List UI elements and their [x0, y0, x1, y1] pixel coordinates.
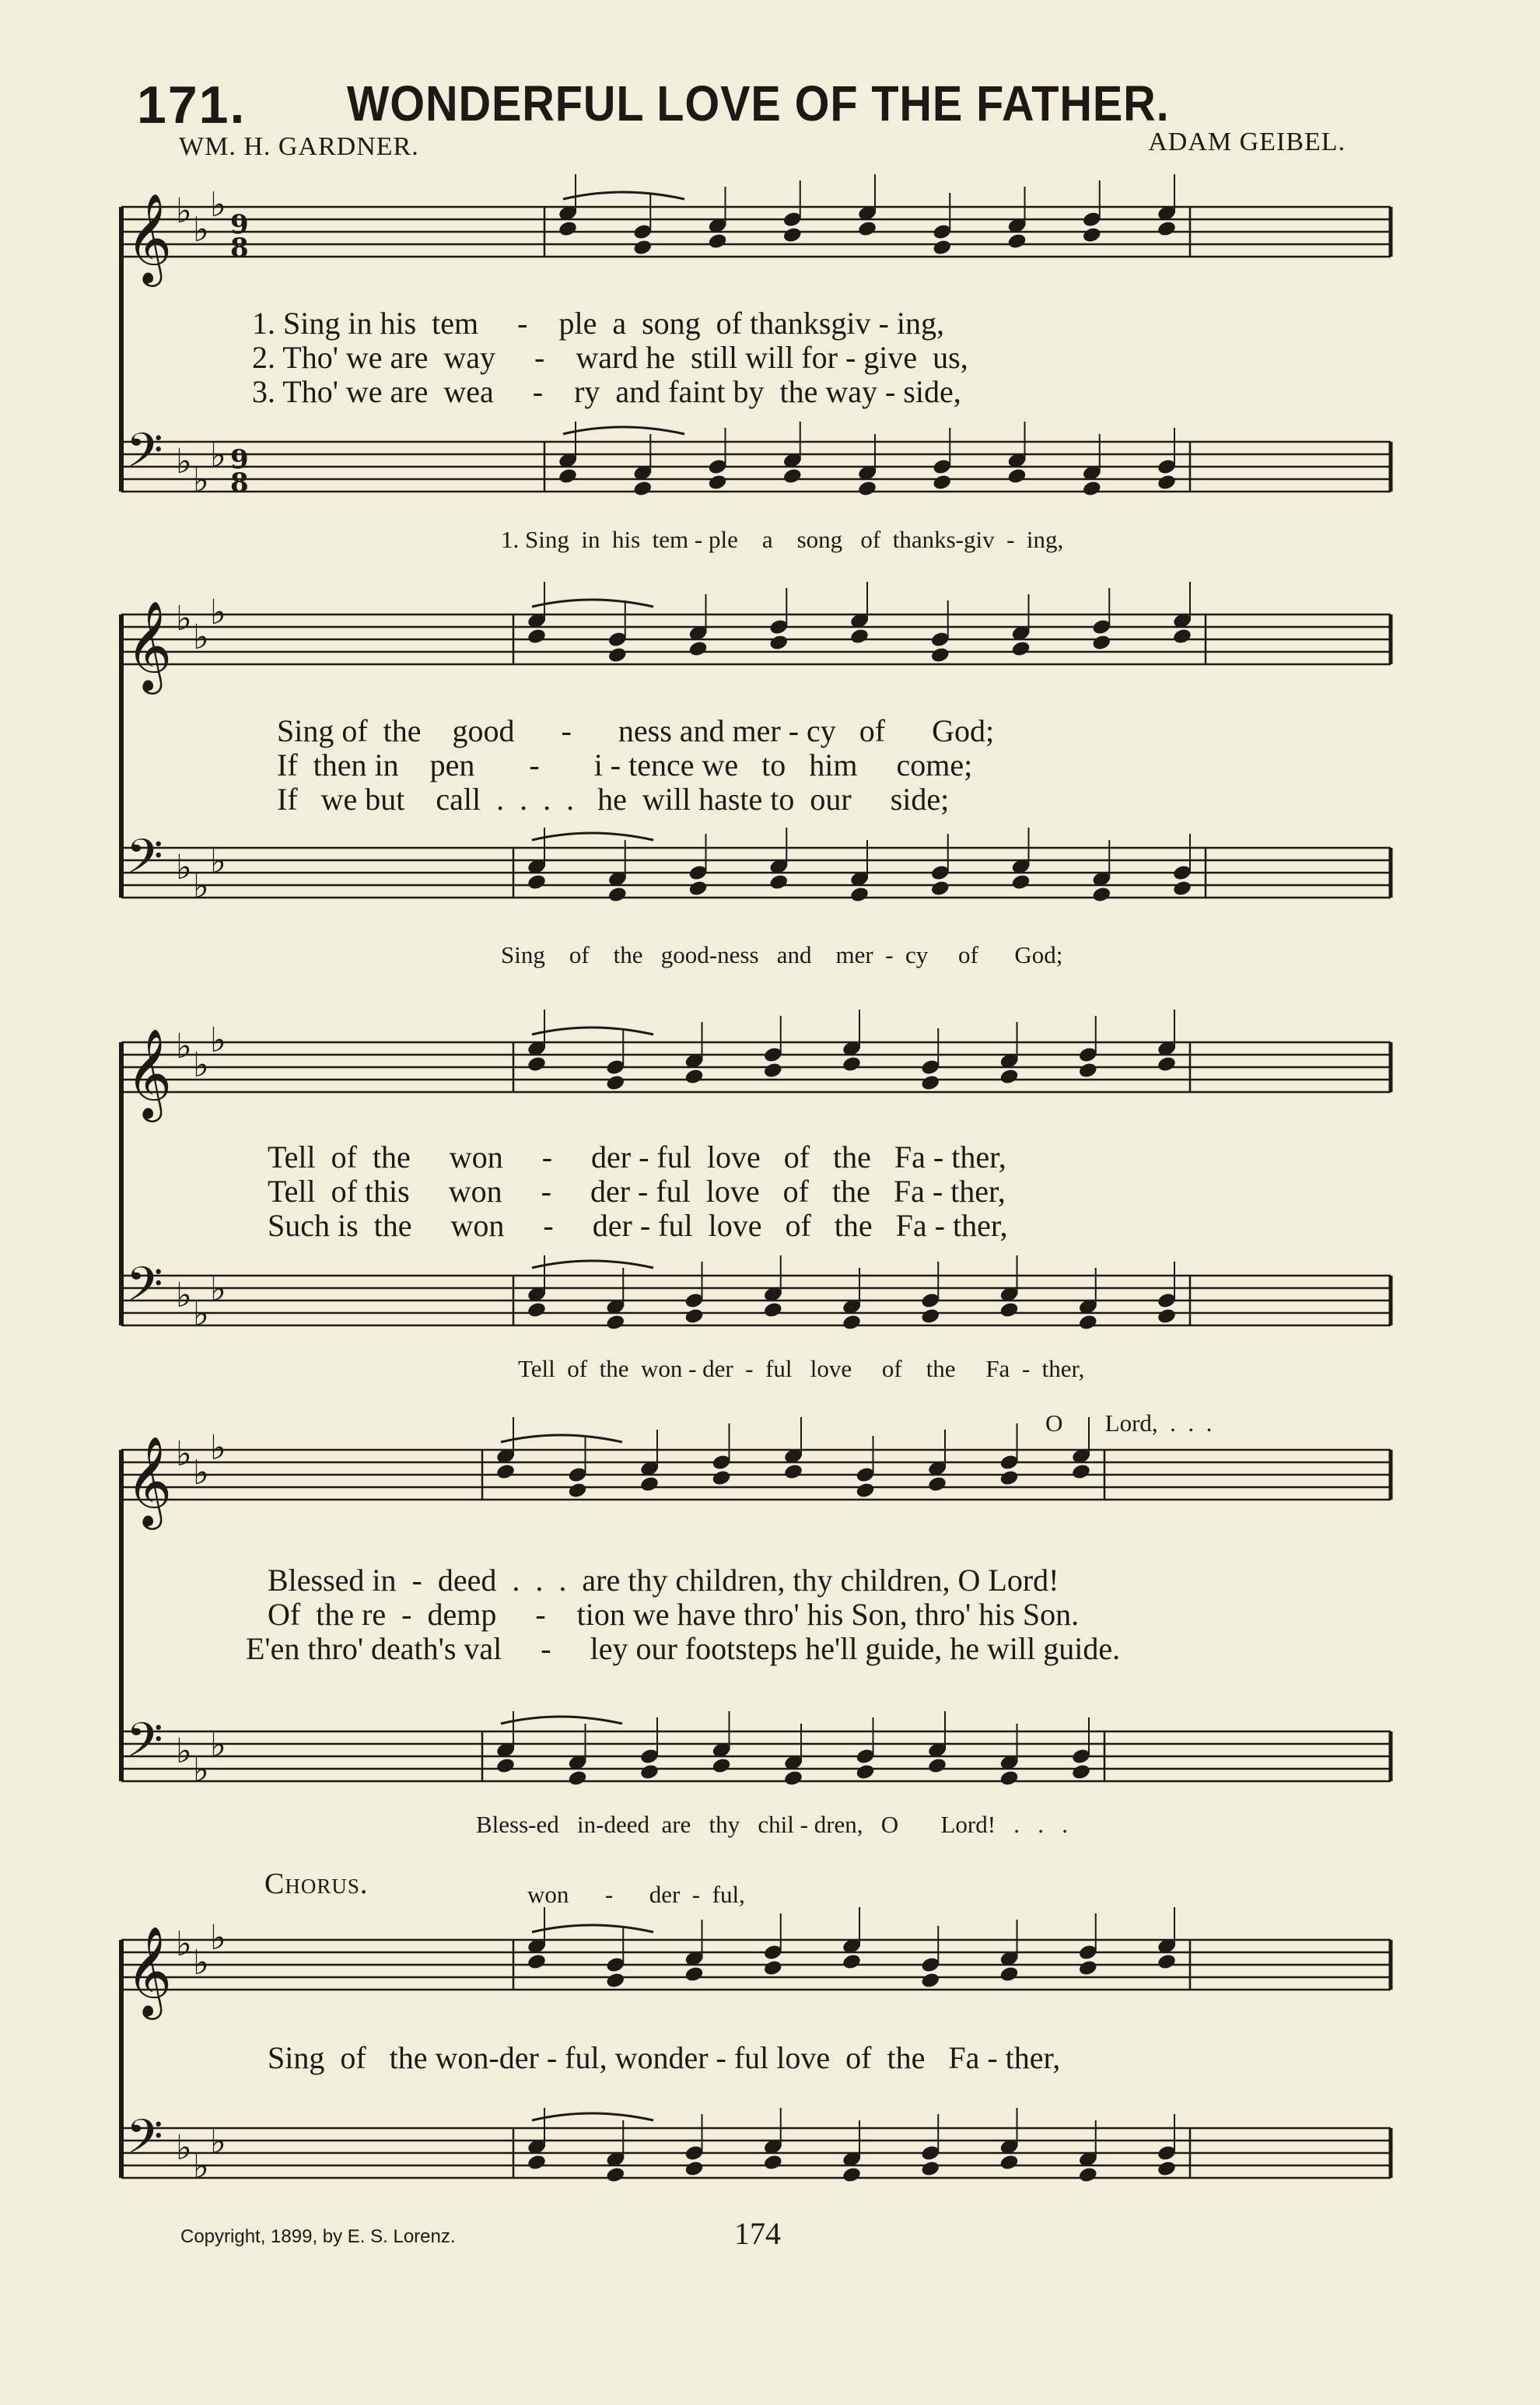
tie-arc	[563, 427, 684, 434]
note-head	[849, 886, 870, 904]
flat-sign-icon: ♭	[210, 1269, 226, 1309]
note-head	[1172, 628, 1192, 646]
note-head	[763, 1062, 783, 1080]
note-head	[857, 480, 877, 498]
tie-arc	[532, 2113, 653, 2120]
flat-sign-icon: ♭	[176, 1027, 192, 1066]
flat-sign-icon: ♭	[176, 848, 192, 887]
note-head	[688, 880, 708, 898]
flat-sign-icon: ♭	[176, 1434, 192, 1474]
note-head	[605, 1314, 625, 1332]
note-head	[920, 1972, 940, 1990]
note-head	[855, 1763, 875, 1781]
note-head	[999, 1301, 1019, 1319]
flat-sign-icon: ♭	[193, 2147, 209, 2186]
flat-sign-icon: ♭	[210, 1020, 226, 1060]
flat-sign-icon: ♭	[193, 1750, 209, 1790]
note-head	[684, 1966, 704, 1983]
note-head	[857, 220, 877, 238]
system-1-verse-2: 2. Tho' we are way - ward he still will for - give us,	[252, 340, 968, 375]
chorus-label: Chorus.	[264, 1868, 369, 1900]
hymn-number: 171.	[137, 75, 247, 135]
note-head	[932, 474, 952, 492]
hymn-title: WONDERFUL LOVE OF THE FATHER.	[347, 75, 1170, 131]
system-2-bass-lyrics: Sing of the good-ness and mer - cy of God;	[501, 941, 1063, 968]
flat-sign-icon: ♭	[176, 1731, 192, 1771]
flat-sign-icon: ♭	[193, 1294, 209, 1334]
note-head	[684, 1308, 704, 1325]
note-head	[605, 1074, 625, 1092]
flat-sign-icon: ♭	[193, 210, 209, 250]
note-head	[1157, 1055, 1177, 1073]
flat-sign-icon: ♭	[210, 1918, 226, 1958]
flat-sign-icon: ♭	[210, 436, 226, 475]
note-head	[1091, 634, 1111, 652]
bass-clef-icon: 𝄢	[126, 423, 163, 490]
flat-sign-icon: ♭	[210, 2122, 226, 2162]
system-3-verse-3: Such is the won - der - ful love of the Fa - ther,	[268, 1208, 1008, 1243]
note-head	[999, 1770, 1019, 1787]
note-head	[527, 1301, 547, 1319]
bass-clef-icon: 𝄢	[126, 2109, 163, 2176]
note-head	[711, 1757, 731, 1775]
note-head	[684, 2160, 704, 2178]
note-head	[1078, 1314, 1098, 1332]
bass-clef-icon: 𝄢	[126, 829, 163, 896]
time-signature-top: 9	[230, 209, 249, 240]
flat-sign-icon: ♭	[176, 2128, 192, 2168]
author-credit: WM. H. GARDNER.	[179, 132, 419, 161]
page-number: 174	[734, 2216, 781, 2251]
note-head	[849, 628, 870, 646]
system-4-verse-1: Blessed in - deed . . . are thy children, thy children, O Lord!	[268, 1563, 1059, 1598]
note-head	[527, 2154, 547, 2172]
system-4-verse-2: Of the re - demp - tion we have thro' his Son, thro' his Son.	[268, 1597, 1080, 1632]
tie-arc	[563, 192, 684, 199]
system-2-verse-2: If then in pen - i - tence we to him come;	[277, 747, 973, 782]
note-head	[1082, 226, 1102, 244]
treble-clef-icon: 𝄞	[126, 1435, 173, 1526]
note-head	[607, 646, 628, 664]
note-head	[763, 1301, 783, 1319]
note-head	[639, 1763, 660, 1781]
system-1-verse-3: 3. Tho' we are wea - ry and faint by the way - side,	[252, 374, 961, 409]
note-head	[1091, 886, 1111, 904]
note-head	[711, 1469, 731, 1487]
flat-sign-icon: ♭	[210, 1725, 226, 1765]
note-head	[855, 1482, 875, 1500]
note-head	[632, 239, 653, 257]
note-head	[1082, 480, 1102, 498]
note-head	[1078, 1959, 1098, 1977]
system-3-bass-lyrics: Tell of the won - der - ful love of the Fa - ther,	[518, 1355, 1085, 1382]
time-signature-top: 9	[230, 444, 249, 475]
copyright-notice: Copyright, 1899, by E. S. Lorenz.	[180, 2226, 456, 2247]
time-signature-bottom: 8	[230, 467, 249, 499]
treble-clef-icon: 𝄞	[126, 192, 173, 283]
note-head	[639, 1476, 660, 1493]
system-3-verse-2: Tell of this won - der - ful love of the Fa - ther,	[268, 1174, 1006, 1209]
treble-clef-icon: 𝄞	[126, 1027, 173, 1118]
note-head	[707, 474, 727, 492]
note-head	[527, 1055, 547, 1073]
note-head	[999, 1469, 1019, 1487]
tie-arc	[532, 833, 653, 840]
note-head	[1157, 474, 1177, 492]
note-head	[920, 1074, 940, 1092]
flat-sign-icon: ♭	[176, 191, 192, 231]
note-head	[842, 1055, 862, 1073]
note-head	[1006, 233, 1027, 250]
bass-clef-icon: 𝄢	[126, 1713, 163, 1780]
note-head	[605, 2166, 625, 2184]
flat-sign-icon: ♭	[176, 599, 192, 639]
flat-sign-icon: ♭	[193, 866, 209, 906]
note-head	[688, 640, 708, 658]
tie-arc	[532, 1925, 653, 1932]
note-head	[763, 1959, 783, 1977]
system-2-verse-3: If we but call . . . . he will haste to our side;	[277, 782, 950, 817]
note-head	[842, 1953, 862, 1971]
note-head	[495, 1757, 516, 1775]
note-head	[1071, 1763, 1091, 1781]
note-head	[527, 873, 547, 891]
note-head	[527, 628, 547, 646]
tie-arc	[532, 600, 653, 607]
tie-arc	[532, 1027, 653, 1034]
note-head	[927, 1757, 947, 1775]
flat-sign-icon: ♭	[193, 1045, 209, 1085]
note-head	[567, 1770, 587, 1787]
note-head	[927, 1476, 947, 1493]
flat-sign-icon: ♭	[193, 1453, 209, 1493]
note-head	[1010, 640, 1031, 658]
note-head	[607, 886, 628, 904]
time-signature-bottom: 8	[230, 233, 249, 264]
note-head	[1078, 1062, 1098, 1080]
note-head	[920, 2160, 940, 2178]
note-head	[842, 1314, 862, 1332]
note-head	[558, 220, 578, 238]
system-3-verse-1: Tell of the won - der - ful love of the Fa - ther,	[268, 1139, 1006, 1174]
note-head	[567, 1482, 587, 1500]
system-5-treble-top-text: won - der - ful,	[527, 1881, 745, 1908]
treble-clef-icon: 𝄞	[126, 600, 173, 691]
system-4-verse-3: E'en thro' death's val - ley our footsteps he'll guide, he will guide.	[246, 1631, 1121, 1666]
note-head	[684, 1068, 704, 1086]
tie-arc	[501, 1717, 622, 1724]
note-head	[1172, 880, 1192, 898]
note-head	[1157, 2160, 1177, 2178]
note-head	[930, 646, 950, 664]
flat-sign-icon: ♭	[176, 442, 192, 481]
flat-sign-icon: ♭	[210, 1428, 226, 1468]
note-head	[1078, 2166, 1098, 2184]
tie-arc	[501, 1435, 622, 1442]
note-head	[782, 467, 803, 485]
note-head	[1157, 1953, 1177, 1971]
composer-credit: ADAM GEIBEL.	[1148, 128, 1346, 156]
note-head	[1157, 220, 1177, 238]
note-head	[632, 480, 653, 498]
note-head	[930, 880, 950, 898]
note-head	[527, 1953, 547, 1971]
note-head	[768, 873, 789, 891]
system-2-verse-1: Sing of the good - ness and mer - cy of God;	[277, 713, 995, 748]
bass-clef-icon: 𝄢	[126, 1257, 163, 1324]
note-head	[1006, 467, 1027, 485]
note-head	[605, 1972, 625, 1990]
flat-sign-icon: ♭	[193, 1943, 209, 1983]
note-head	[763, 2154, 783, 2172]
system-5-verse-1: Sing of the won-der - ful, wonder - ful love of the Fa - ther,	[268, 2040, 1061, 2075]
system-1-bass-lyrics: 1. Sing in his tem - ple a song of thanks-giv - ing,	[501, 526, 1064, 553]
tie-arc	[532, 1261, 653, 1268]
note-head	[932, 239, 952, 257]
note-head	[920, 1308, 940, 1325]
note-head	[782, 226, 803, 244]
note-head	[999, 1966, 1019, 1983]
note-head	[999, 2154, 1019, 2172]
system-4-bass-lyrics: Bless-ed in-deed are thy chil - dren, O Lord! . . .	[476, 1811, 1069, 1838]
flat-sign-icon: ♭	[210, 185, 226, 225]
note-head	[707, 233, 727, 250]
note-head	[783, 1463, 803, 1481]
flat-sign-icon: ♭	[210, 842, 226, 881]
treble-clef-icon: 𝄞	[126, 1925, 173, 2016]
note-head	[1010, 873, 1031, 891]
note-head	[1157, 1308, 1177, 1325]
system-1-verse-1: 1. Sing in his tem - ple a song of thanksgiv - ing,	[252, 306, 944, 341]
system-4-treble-top-text: O Lord, . . .	[1045, 1409, 1213, 1437]
note-head	[495, 1463, 516, 1481]
note-head	[999, 1068, 1019, 1086]
note-head	[842, 2166, 862, 2184]
note-head	[768, 634, 789, 652]
note-head	[783, 1770, 803, 1787]
flat-sign-icon: ♭	[193, 618, 209, 657]
note-head	[1071, 1463, 1091, 1481]
note-head	[558, 467, 578, 485]
flat-sign-icon: ♭	[176, 1924, 192, 1964]
flat-sign-icon: ♭	[210, 593, 226, 632]
flat-sign-icon: ♭	[193, 460, 209, 500]
flat-sign-icon: ♭	[176, 1276, 192, 1315]
